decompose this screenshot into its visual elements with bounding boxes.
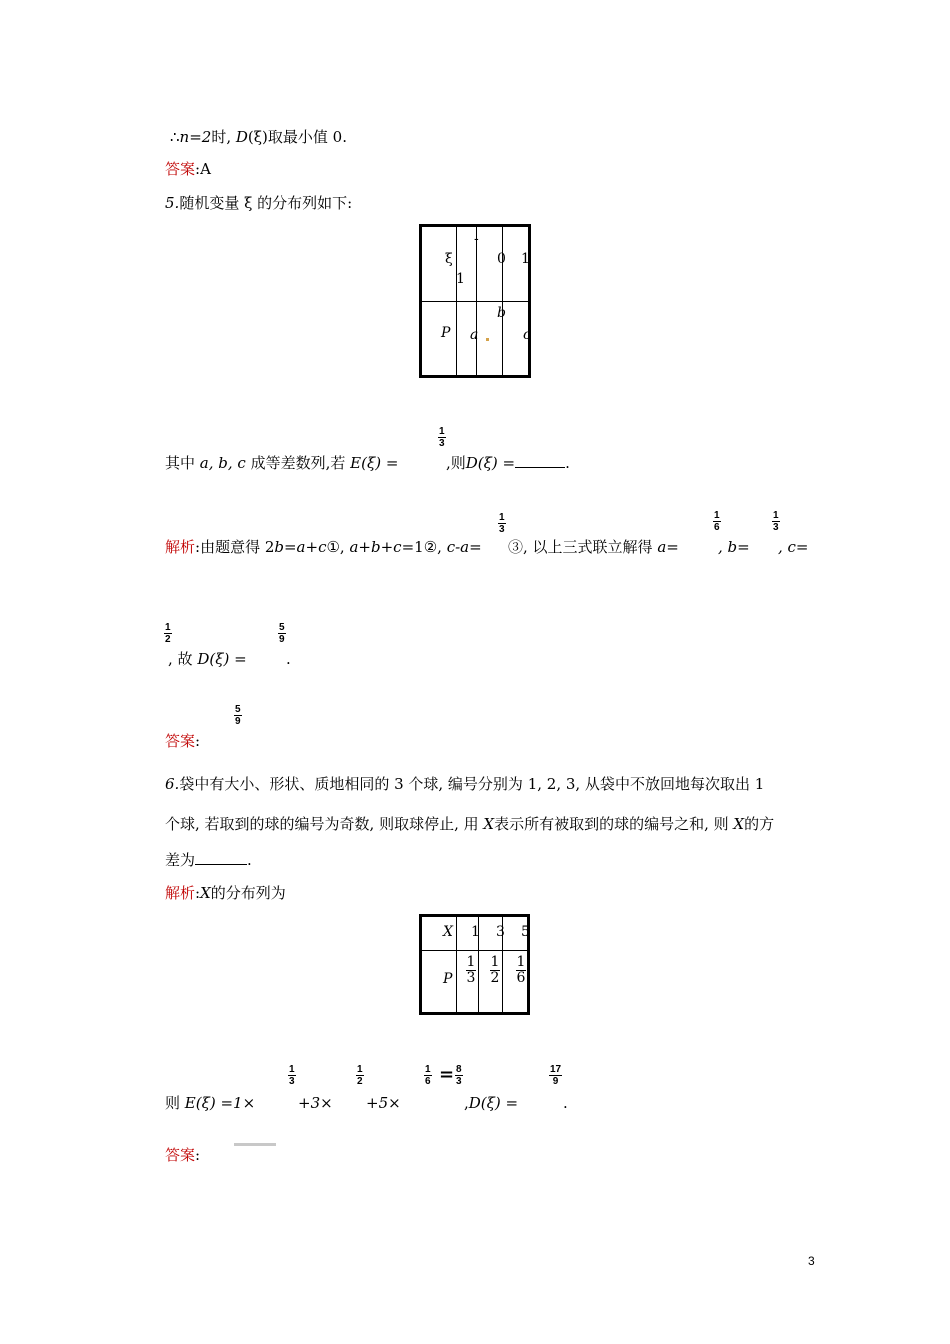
calc-fraction-2 xyxy=(356,1064,364,1087)
answer-sep: : xyxy=(195,1146,201,1164)
table-head-x: X xyxy=(443,924,453,940)
question-5-stem xyxy=(165,454,398,472)
question-6-line1 xyxy=(165,775,764,793)
analysis-5-line2 xyxy=(168,650,247,668)
numerator: 1 xyxy=(714,510,720,521)
numerator: 17 xyxy=(550,1064,562,1075)
numerator: 5 xyxy=(235,704,241,715)
variable-x: X xyxy=(733,815,745,833)
expectation-calc: E(ξ) =1× xyxy=(184,1094,256,1112)
question-text: 的方 xyxy=(744,815,775,833)
variance-calc: D(ξ) = xyxy=(468,1094,519,1112)
equation-2: a+b+c xyxy=(349,538,402,556)
analysis-6 xyxy=(165,884,286,902)
question-number: 6. xyxy=(165,775,180,793)
c-equals: , c= xyxy=(778,538,809,556)
denominator: 3 xyxy=(773,522,779,533)
calc-end xyxy=(563,1094,568,1112)
variable-x: X xyxy=(200,884,211,902)
numerator: 1 xyxy=(773,510,779,521)
analysis-text: 的分布列为 xyxy=(210,884,286,902)
analysis-text: 由题意得 2 xyxy=(200,538,275,556)
denominator: 3 xyxy=(466,970,476,986)
variance-equals: D(ξ) = xyxy=(197,650,247,668)
fraction-c-minus-a xyxy=(498,512,506,535)
calc-end: . xyxy=(563,1094,568,1112)
question-text: 差为 xyxy=(165,851,196,869)
table-fraction-1-2 xyxy=(490,955,500,986)
denominator: 3 xyxy=(499,524,505,535)
numerator: 1 xyxy=(289,1064,295,1075)
numerator: 1 xyxy=(516,954,526,970)
denominator: 6 xyxy=(516,970,526,986)
table-cell-one: 1 xyxy=(456,271,465,287)
numerator: 1 xyxy=(466,954,476,970)
question-number: 5. xyxy=(165,194,180,212)
numerator: 1 xyxy=(425,1064,431,1075)
table-divider xyxy=(422,950,527,951)
distribution-table-xi xyxy=(419,224,531,378)
question-6-line3 xyxy=(165,851,252,869)
answer-sep: : xyxy=(195,732,201,750)
calc-text: 则 xyxy=(165,1094,181,1112)
numerator: 1 xyxy=(499,512,505,523)
fraction-c xyxy=(164,622,172,645)
question-5 xyxy=(165,194,352,212)
question-text: 表示所有被取到的球的编号之和, 则 xyxy=(494,815,729,833)
table-cell-3: 3 xyxy=(496,924,505,940)
calc-fraction-1 xyxy=(288,1064,296,1087)
answer-label: 答案 xyxy=(165,160,196,178)
table-divider xyxy=(456,917,457,1012)
numerator: 5 xyxy=(279,622,285,633)
denominator: 6 xyxy=(425,1076,431,1087)
table-cell-zero: 0 xyxy=(497,251,506,267)
page-number: 3 xyxy=(808,1254,815,1268)
calc-line-start xyxy=(165,1094,255,1112)
stem-after: ,则 xyxy=(446,454,466,472)
b-equals: , b= xyxy=(718,538,750,556)
distribution-table-x xyxy=(419,914,530,1015)
analysis-sep: : xyxy=(195,538,201,556)
analysis-5-b xyxy=(718,538,750,556)
table-divider xyxy=(476,227,477,375)
answer-blank xyxy=(515,454,565,468)
analysis-5-line1-tail xyxy=(508,538,679,556)
answer-label: 答案 xyxy=(165,1146,196,1164)
analysis-5-end xyxy=(286,650,291,668)
answer-5-fraction xyxy=(234,704,242,727)
analysis-text: , 故 xyxy=(168,650,193,668)
equals-sign: = xyxy=(439,1064,455,1085)
calc-fraction-5 xyxy=(549,1064,562,1087)
answer-6 xyxy=(165,1146,200,1164)
conclusion-line xyxy=(170,128,347,146)
answer-sep: : xyxy=(195,160,201,178)
analysis-5-line1 xyxy=(165,538,482,556)
table-divider xyxy=(502,227,503,375)
denominator: 3 xyxy=(289,1076,295,1087)
table-cell-b: b xyxy=(497,305,506,321)
equation-1: b=a+c xyxy=(274,538,327,556)
conclusion-text: 时, xyxy=(211,128,232,146)
denominator: 9 xyxy=(235,716,241,727)
answer-image-placeholder xyxy=(234,1143,276,1146)
analysis-text: ①, xyxy=(326,538,345,556)
n-equation: n=2 xyxy=(179,128,212,146)
question-text: 个球, 若取到的球的编号为奇数, 则取球停止, 用 xyxy=(165,815,479,833)
analysis-text: =1②, xyxy=(401,538,442,556)
denominator: 3 xyxy=(439,438,445,449)
stem-expectation: E(ξ) = xyxy=(350,454,399,472)
fraction-a xyxy=(713,510,721,533)
calc-fraction-4 xyxy=(455,1064,463,1087)
stem-variance: D(ξ) = xyxy=(465,454,516,472)
therefore-symbol: ∴ xyxy=(170,128,180,146)
denominator: 2 xyxy=(357,1076,363,1087)
question-5-stem-tail xyxy=(446,454,570,472)
table-fraction-1-6 xyxy=(516,955,526,986)
numerator: 1 xyxy=(439,426,445,437)
table-head-xi: ξ xyxy=(445,251,453,267)
fraction-one-third xyxy=(438,426,446,449)
analysis-label: 解析 xyxy=(165,884,196,902)
denominator: 6 xyxy=(714,522,720,533)
answer-value: A xyxy=(200,160,211,178)
a-equals: a= xyxy=(657,538,679,556)
table-cell-one-b: 1 xyxy=(521,251,530,267)
answer-4 xyxy=(165,160,211,178)
question-text: 袋中有大小、形状、质地相同的 3 个球, 编号分别为 1, 2, 3, 从袋中不放回地每次取出 1 xyxy=(179,775,765,793)
analysis-end: . xyxy=(286,650,291,668)
table-cell-5: 5 xyxy=(521,924,530,940)
analysis-text: ③, 以上三式联立解得 xyxy=(508,538,653,556)
denominator: 3 xyxy=(456,1076,462,1087)
variable-x: X xyxy=(483,815,495,833)
denominator: 9 xyxy=(279,634,285,645)
table-cell-a: a xyxy=(470,327,479,343)
stem-vars: a, b, c xyxy=(199,454,246,472)
denominator: 2 xyxy=(165,634,171,645)
table-divider xyxy=(422,301,528,302)
table-dot xyxy=(486,338,489,341)
fraction-b xyxy=(772,510,780,533)
calc-fraction-3 xyxy=(424,1064,432,1087)
answer-5 xyxy=(165,732,200,750)
stem-end: . xyxy=(565,454,570,472)
fraction-d xyxy=(278,622,286,645)
question-end: . xyxy=(247,851,252,869)
answer-label: 答案 xyxy=(165,732,196,750)
table-head-p: P xyxy=(441,325,451,341)
numerator: 1 xyxy=(490,954,500,970)
denominator: 2 xyxy=(490,970,500,986)
table-fraction-1-3 xyxy=(466,955,476,986)
stem-mid: 成等差数列,若 xyxy=(250,454,346,472)
analysis-label: 解析 xyxy=(165,538,196,556)
stem-prefix: 其中 xyxy=(165,454,196,472)
table-head-p: P xyxy=(443,971,453,987)
calc-text: , xyxy=(464,1094,469,1112)
calc-equals xyxy=(439,1066,454,1084)
numerator: 1 xyxy=(357,1064,363,1075)
analysis-5-c xyxy=(778,538,809,556)
question-6-line2 xyxy=(165,815,774,833)
calc-term-3 xyxy=(366,1094,401,1112)
table-divider xyxy=(456,227,457,375)
denominator: 9 xyxy=(552,1076,559,1087)
analysis-sep: : xyxy=(195,884,201,902)
conclusion-rest: (ξ)取最小值 0. xyxy=(247,128,347,146)
calc-text: +3× xyxy=(298,1094,333,1112)
variance-symbol: D xyxy=(235,128,248,146)
calc-term-2 xyxy=(298,1094,333,1112)
table-cell-1: 1 xyxy=(471,924,480,940)
question-text: 随机变量 ξ 的分布列如下: xyxy=(179,194,353,212)
table-cell-c: c xyxy=(523,327,531,343)
numerator: 8 xyxy=(456,1064,462,1075)
numerator: 1 xyxy=(165,622,171,633)
table-cell-minus: - xyxy=(474,231,479,247)
calc-variance xyxy=(464,1094,518,1112)
answer-blank xyxy=(195,851,247,865)
calc-text: +5× xyxy=(366,1094,401,1112)
equation-3: c-a= xyxy=(446,538,482,556)
